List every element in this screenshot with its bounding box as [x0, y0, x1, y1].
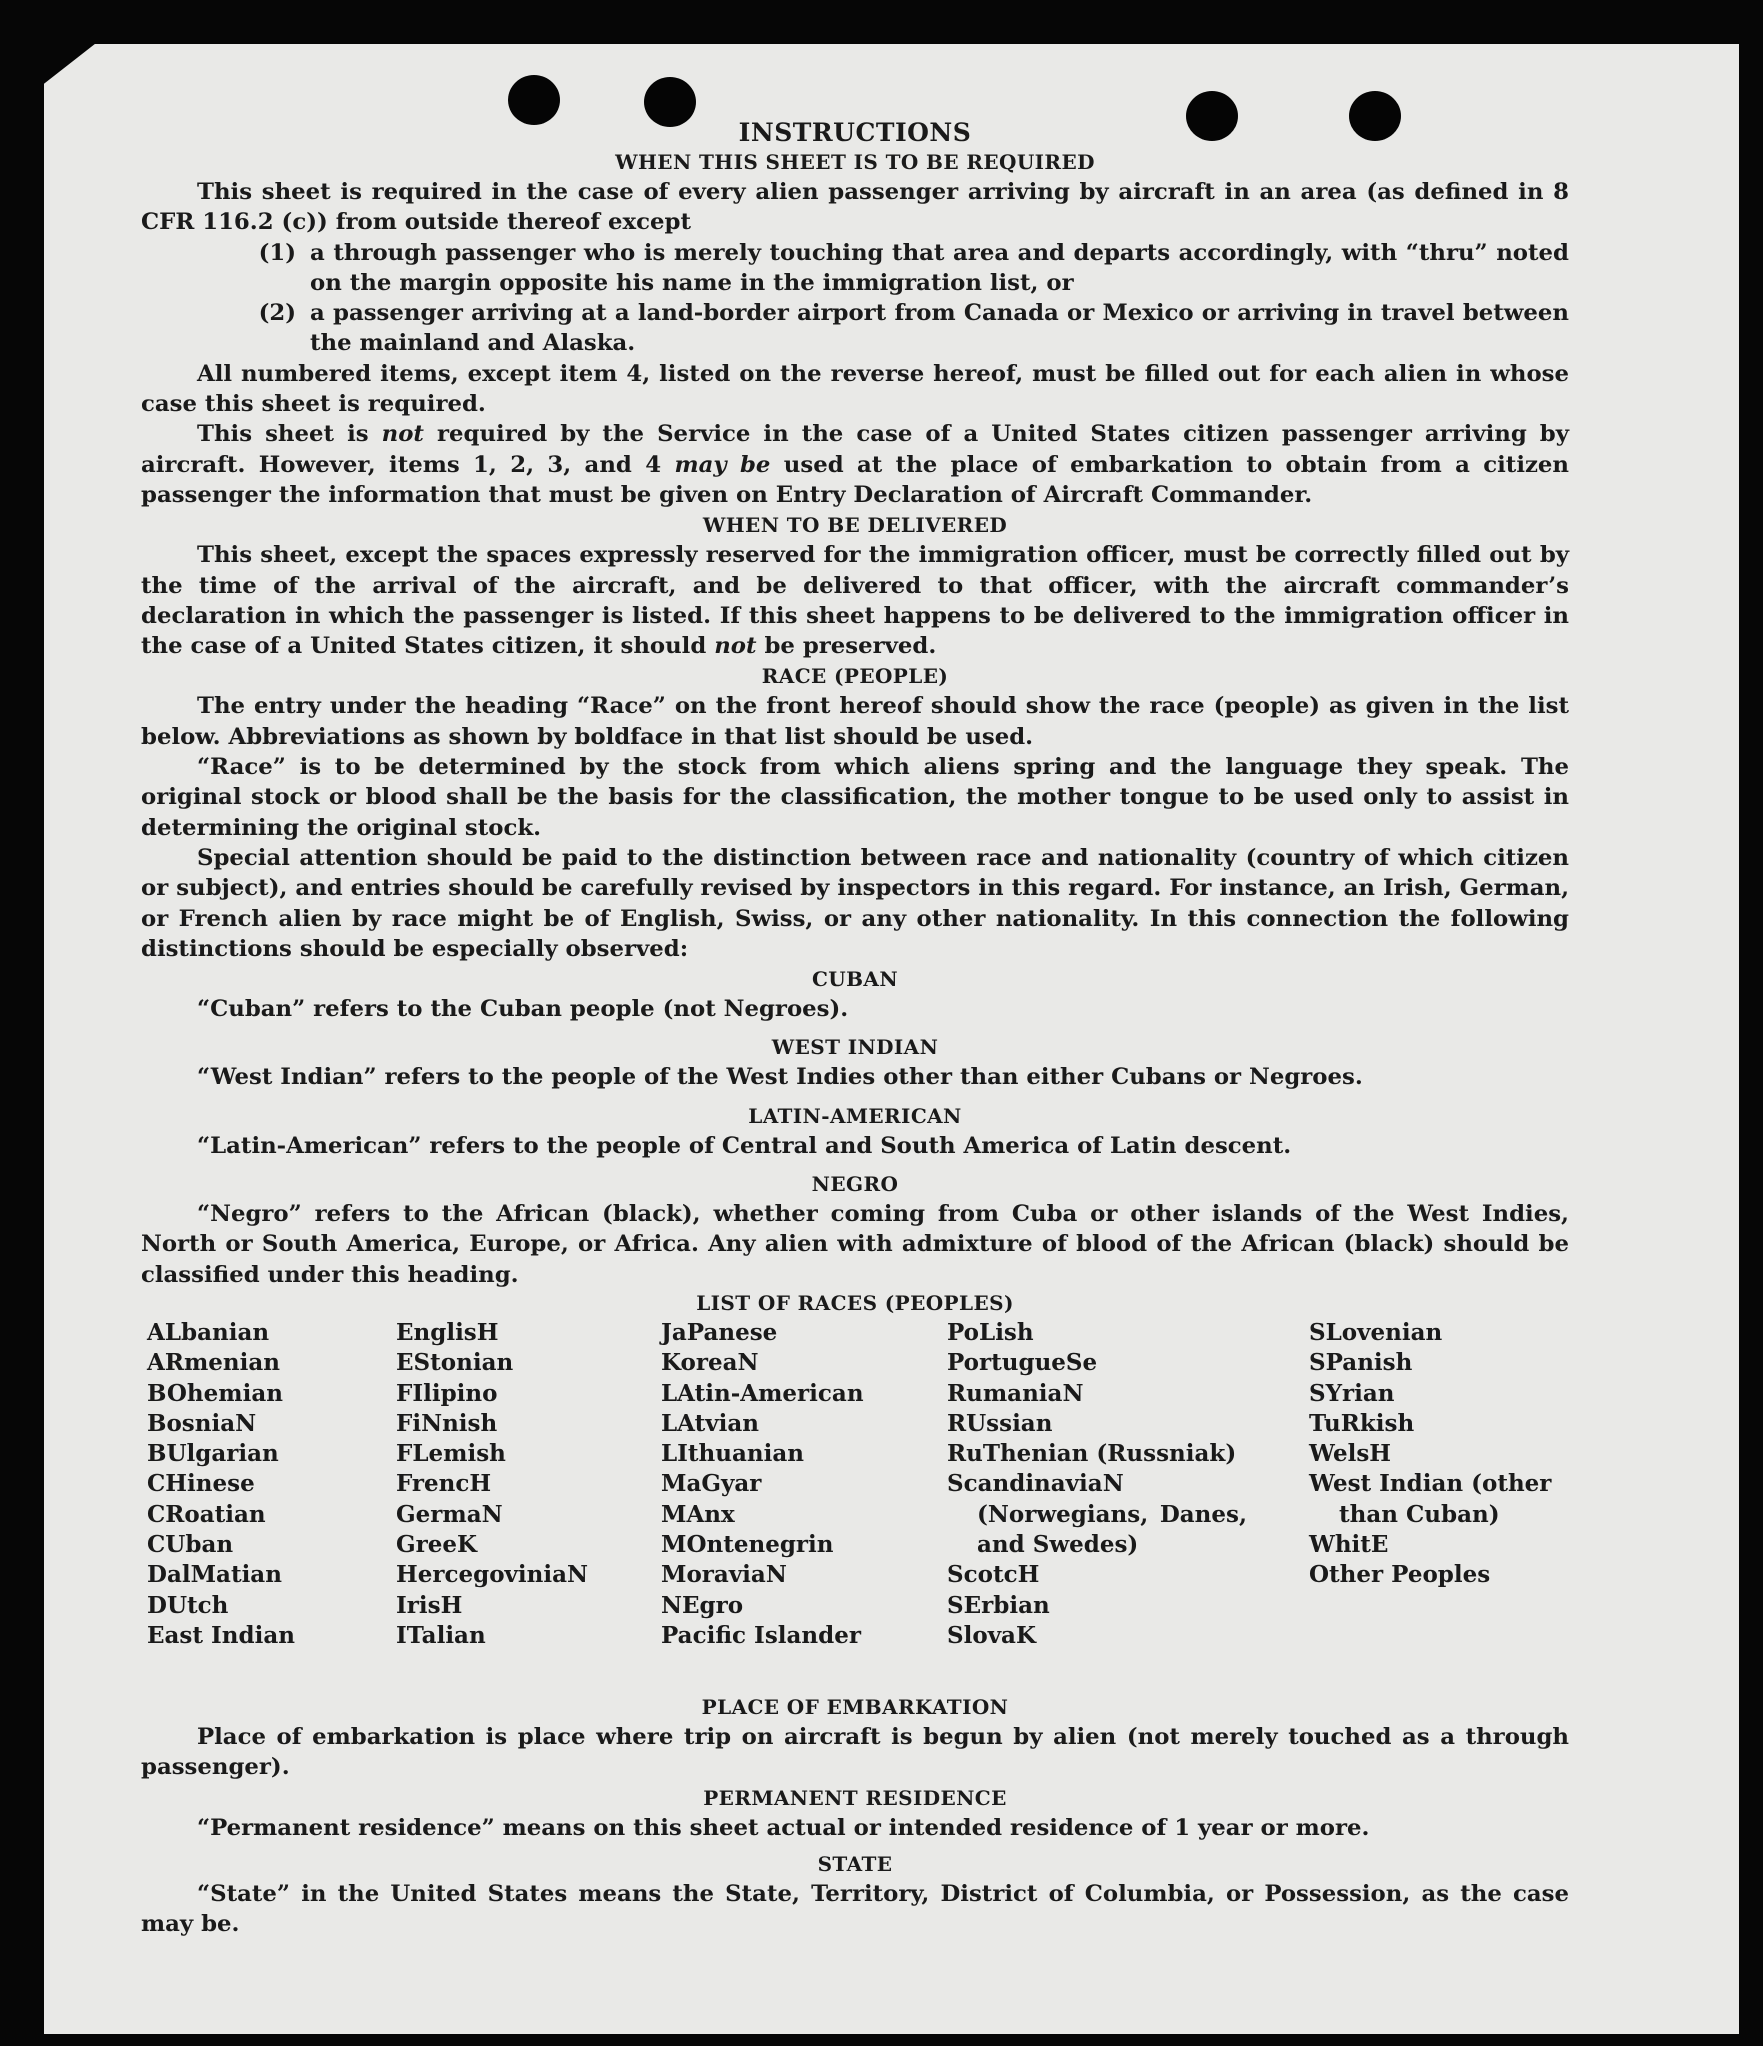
exception-number: (1): [258, 239, 296, 266]
race-list-item: PoLish: [947, 1318, 1034, 1346]
race-list-item: FLemish: [396, 1440, 506, 1468]
cuban-definition: “Cuban” refers to the Cuban people (not Negroes).: [197, 996, 849, 1023]
race-list-column: [1309, 1318, 1571, 1591]
race-list-item: FrencH: [396, 1470, 492, 1498]
exception-item-1: [141, 238, 1569, 299]
section-heading-race-list: LIST OF RACES (PEOPLES): [696, 1290, 1014, 1315]
race-list-item: RUssian: [947, 1409, 1053, 1437]
race-list-item: CRoatian: [147, 1500, 266, 1528]
race-list-item: TuRkish: [1309, 1409, 1415, 1437]
race-list-item: KoreaN: [661, 1349, 759, 1377]
items-paragraph: All numbered items, except item 4, listed on the reverse hereof, must be filled out for each alien in whose case this sheet is required.: [141, 360, 1569, 418]
race-list-item: ALbanian: [147, 1318, 270, 1346]
state-definition: “State” in the United States means the State, Territory, District of Columbia, or Possession, as the case may be.: [141, 1880, 1569, 1938]
exception-text: a through passenger who is merely touching that area and departs accordingly, with “thru” noted on the margin opposite his name in the immigration list, or: [310, 239, 1569, 296]
race-list-item: SErbian: [947, 1591, 1050, 1619]
race-list-item: DUtch: [147, 1591, 229, 1619]
race-list-item: BUlgarian: [147, 1440, 279, 1468]
race-list-item: ScandinaviaN (Norwegians, Danes, and Swedes): [947, 1470, 1247, 1558]
section-heading-latin-american: LATIN-AMERICAN: [748, 1103, 962, 1128]
race-list-item: ScotcH: [947, 1561, 1040, 1589]
race-list-item: LAtin-American: [661, 1379, 864, 1407]
exception-number: (2): [258, 300, 296, 327]
race-paragraph: Special attention should be paid to the distinction between race and nationality (country of which citizen or subject), and entries should be carefully revised by inspectors in this regard. For instance, an Irish, German, or French alien by race might be of English, Swiss, or any other nationality. In this connection the following distinctions should be especially observed:: [141, 844, 1569, 962]
race-list-item: WelsH: [1309, 1440, 1392, 1468]
race-list-table: [141, 1318, 1569, 1692]
instructions-body: [141, 117, 1569, 1939]
race-list-item: LAtvian: [661, 1409, 759, 1437]
race-list-item: BosniaN: [147, 1409, 257, 1437]
section-heading-race: RACE (PEOPLE): [761, 664, 949, 689]
race-list-column: [661, 1318, 941, 1651]
race-list-item: NEgro: [661, 1591, 744, 1619]
race-list-item: ITalian: [396, 1621, 486, 1649]
race-list-item: JaPanese: [661, 1318, 778, 1346]
race-list-item: CHinese: [147, 1470, 255, 1498]
race-list-item: GermaN: [396, 1500, 503, 1528]
residence-definition: “Permanent residence” means on this sheet actual or intended residence of 1 year or more.: [197, 1814, 1370, 1841]
race-list-item: SlovaK: [947, 1621, 1036, 1649]
race-paragraph: “Race” is to be determined by the stock from which aliens spring and the language they speak. The original stock or blood shall be the basis for the classification, the mother tongue to be used only to assist in determining the original stock.: [141, 754, 1569, 841]
race-paragraph: The entry under the heading “Race” on the front hereof should show the race (people) as given in the list below. Abbreviations as shown by boldface in that list should be used.: [141, 693, 1569, 750]
race-list-item: HercegoviniaN: [396, 1561, 589, 1589]
race-list-item: RumaniaN: [947, 1379, 1084, 1407]
race-list-column: [396, 1318, 656, 1651]
section-heading-state: STATE: [817, 1851, 893, 1876]
section-heading-residence: PERMANENT RESIDENCE: [703, 1785, 1007, 1810]
page-title: INSTRUCTIONS: [738, 118, 972, 147]
race-list-item: FiNnish: [396, 1409, 498, 1437]
race-list-item: LIthuanian: [661, 1440, 804, 1468]
race-list-item: EnglisH: [396, 1318, 499, 1346]
race-list-item: FIlipino: [396, 1379, 498, 1407]
race-list-item: IrisH: [396, 1591, 463, 1619]
race-list-item: SYrian: [1309, 1379, 1395, 1407]
race-list-item: BOhemian: [147, 1379, 283, 1407]
race-list-item: ARmenian: [147, 1349, 281, 1377]
race-list-item: MoraviaN: [661, 1561, 787, 1589]
latin-american-definition: “Latin-American” refers to the people of Central and South America of Latin descent.: [197, 1132, 1292, 1159]
race-list-item: SLovenian: [1309, 1318, 1443, 1346]
exception-item-2: [141, 298, 1569, 359]
section-heading-delivered: WHEN TO BE DELIVERED: [702, 513, 1008, 538]
race-list-item: DalMatian: [147, 1561, 282, 1589]
west-indian-definition: “West Indian” refers to the people of the West Indies other than either Cubans or Negroes.: [197, 1064, 1363, 1091]
embarkation-definition: Place of embarkation is place where trip on aircraft is begun by alien (not merely touched as a through passenger).: [141, 1723, 1569, 1781]
race-list-item: RuThenian (Russniak): [947, 1440, 1237, 1468]
citizen-paragraph: This sheet is not required by the Service in the case of a United States citizen passenger arriving by aircraft. However, items 1, 2, 3, and 4 may be used at the place of embarkation to obtain from a citizen passenger the information that must be given on Entry Declaration of Aircraft Commander.: [141, 421, 1569, 508]
race-list-item: GreeK: [396, 1530, 478, 1558]
race-list-item: MaGyar: [661, 1470, 762, 1498]
required-paragraph: This sheet is required in the case of every alien passenger arriving by aircraft in an area (as defined in 8 CFR 116.2 (c)) from outside thereof except: [141, 179, 1569, 236]
race-list-item: SPanish: [1309, 1349, 1413, 1377]
race-list-item: WhitE: [1309, 1530, 1389, 1558]
race-list-item: East Indian: [147, 1621, 295, 1649]
section-heading-west-indian: WEST INDIAN: [771, 1035, 939, 1060]
negro-definition: “Negro” refers to the African (black), whether coming from Cuba or other islands of the West Indies, North or South America, Europe, or Africa. Any alien with admixture of blood of the African (black) should be classified under this heading.: [141, 1201, 1569, 1288]
race-list-column: [947, 1318, 1247, 1651]
race-list-item: CUban: [147, 1530, 234, 1558]
section-heading-negro: NEGRO: [811, 1172, 899, 1197]
race-list-item: Pacific Islander: [661, 1621, 861, 1649]
race-list-column: [147, 1318, 387, 1651]
section-heading-embarkation: PLACE OF EMBARKATION: [701, 1694, 1009, 1719]
section-heading-required: WHEN THIS SHEET IS TO BE REQUIRED: [615, 150, 1095, 174]
race-list-item: MOntenegrin: [661, 1530, 834, 1558]
delivered-paragraph: This sheet, except the spaces expressly reserved for the immigration officer, must be correctly filled out by the time of the arrival of the aircraft, and be delivered to that officer, with the aircraft commander’s declaration in which the passenger is listed. If this sheet happens to be delivered to the immigration officer in the case of a United States citizen, it should not be preserved.: [141, 542, 1569, 660]
exception-text: a passenger arriving at a land-border airport from Canada or Mexico or arriving in travel between the mainland and Alaska.: [310, 300, 1569, 357]
race-list-item: MAnx: [661, 1500, 735, 1528]
race-list-item: EStonian: [396, 1349, 514, 1377]
race-list-item: PortugueSe: [947, 1349, 1098, 1377]
race-list-item: West Indian (other than Cuban): [1309, 1470, 1552, 1528]
section-heading-cuban: CUBAN: [811, 967, 899, 992]
race-list-item: Other Peoples: [1309, 1561, 1491, 1589]
